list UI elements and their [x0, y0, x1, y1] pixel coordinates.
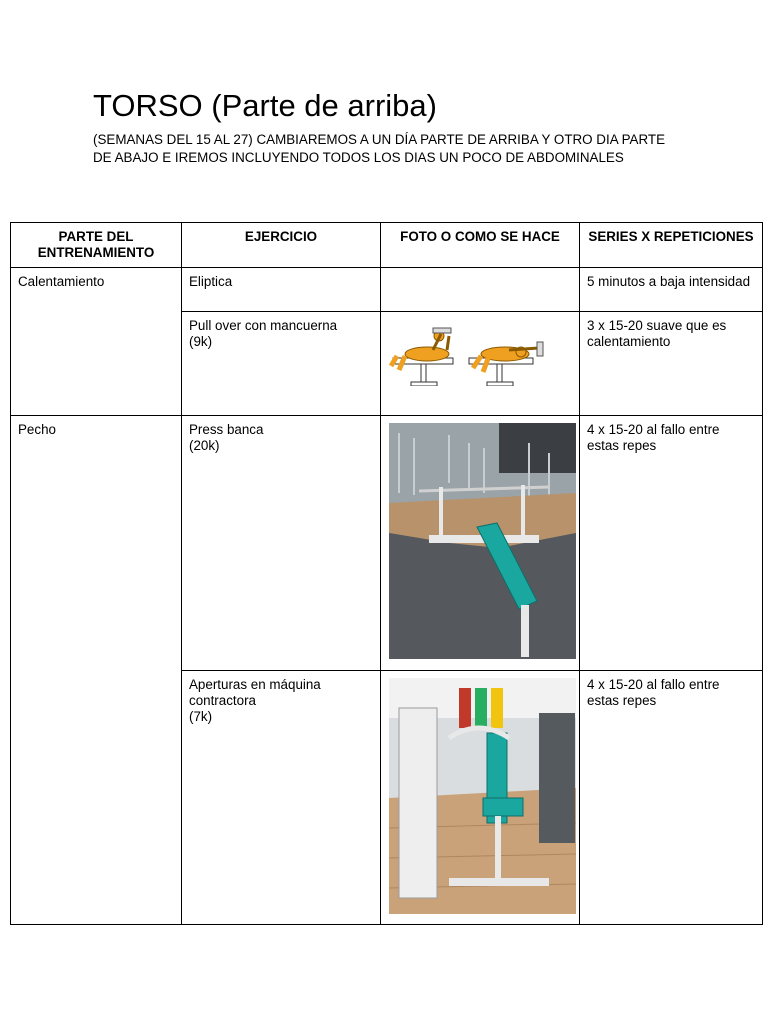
photo-cell — [381, 671, 580, 925]
intro-paragraph: (SEMANAS DEL 15 AL 27) CAMBIAREMOS A UN DÍA PARTE DE ARRIBA Y OTRO DIA PARTE DE ABAJO E IREMOS INCLUYENDO TODOS LOS DIAS UN POCO DE ABDOMINALES — [93, 132, 666, 165]
table-header-row — [11, 223, 763, 268]
header-exercise: EJERCICIO — [182, 223, 381, 268]
part-cell: Pecho — [11, 416, 182, 925]
page-title: TORSO (Parte de arriba) — [93, 88, 437, 123]
photo-cell — [381, 312, 580, 416]
pullover-illustration — [389, 326, 549, 386]
table-row — [11, 268, 763, 312]
table-row — [11, 416, 763, 671]
sets-cell: 3 x 15-20 suave que es calentamiento — [580, 312, 763, 416]
training-table — [10, 222, 763, 925]
part-cell: Calentamiento — [11, 268, 182, 416]
photo-cell — [381, 416, 580, 671]
sets-cell: 5 minutos a baja intensidad — [580, 268, 763, 312]
header-part: PARTE DEL ENTRENAMIENTO — [11, 223, 182, 268]
exercise-cell: Eliptica — [182, 268, 381, 312]
pec-fly-machine-photo — [389, 678, 576, 914]
bench-press-photo — [389, 423, 576, 659]
exercise-cell: Pull over con mancuerna (9k) — [182, 312, 381, 416]
sets-cell: 4 x 15-20 al fallo entre estas repes — [580, 416, 763, 671]
exercise-cell: Aperturas en máquina contractora (7k) — [182, 671, 381, 925]
photo-cell-empty — [381, 268, 580, 312]
header-photo: FOTO O COMO SE HACE — [381, 223, 580, 268]
exercise-cell: Press banca (20k) — [182, 416, 381, 671]
header-sets: SERIES X REPETICIONES — [580, 223, 763, 268]
sets-cell: 4 x 15-20 al fallo entre estas repes — [580, 671, 763, 925]
